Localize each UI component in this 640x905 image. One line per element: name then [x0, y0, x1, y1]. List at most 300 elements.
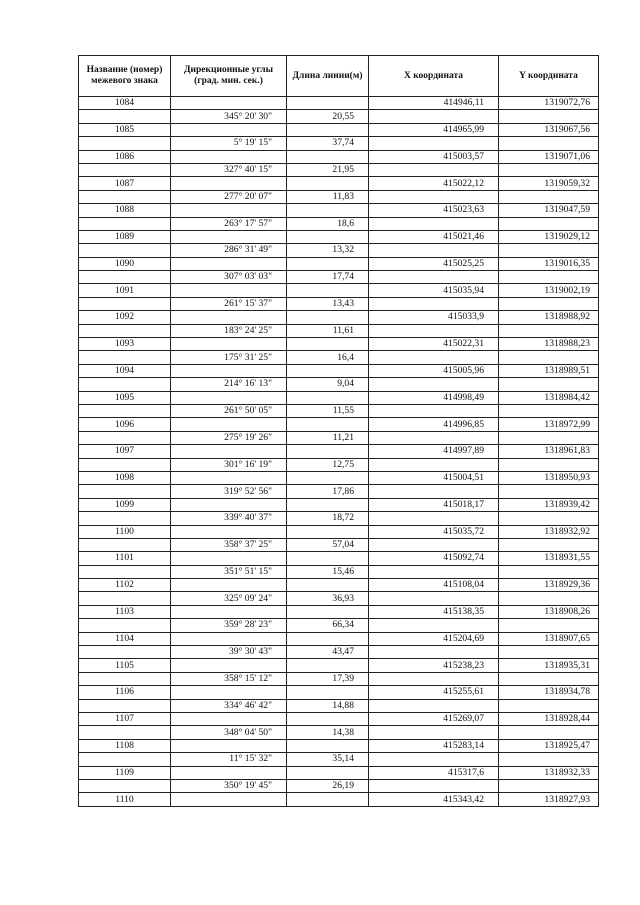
- line-length-cell: 13,43: [287, 297, 369, 310]
- line-length-cell: 14,88: [287, 699, 369, 712]
- y-coordinate-cell: 1319002,19: [499, 284, 599, 297]
- x-coordinate-cell: 415255,61: [369, 686, 499, 699]
- empty-name-cell: [79, 619, 171, 632]
- y-coordinate-cell: 1318928,44: [499, 712, 599, 725]
- empty-x-cell: [369, 324, 499, 337]
- empty-x-cell: [369, 779, 499, 792]
- x-coordinate-cell: 415018,17: [369, 498, 499, 511]
- line-length-cell: 36,93: [287, 592, 369, 605]
- empty-name-cell: [79, 753, 171, 766]
- y-coordinate-cell: 1318984,42: [499, 391, 599, 404]
- point-name-cell: 1109: [79, 766, 171, 779]
- direction-angle-cell: 263° 17' 57": [171, 217, 287, 230]
- line-length-cell: 13,32: [287, 244, 369, 257]
- empty-y-cell: [499, 378, 599, 391]
- empty-name-cell: [79, 163, 171, 176]
- y-coordinate-cell: 1318908,26: [499, 605, 599, 618]
- empty-name-cell: [79, 672, 171, 685]
- empty-x-cell: [369, 699, 499, 712]
- x-coordinate-cell: 415269,07: [369, 712, 499, 725]
- empty-length-cell: [287, 230, 369, 243]
- empty-angle-cell: [171, 123, 287, 136]
- point-name-cell: 1100: [79, 525, 171, 538]
- x-coordinate-cell: 415023,63: [369, 204, 499, 217]
- empty-angle-cell: [171, 311, 287, 324]
- segment-row: [79, 485, 599, 498]
- empty-y-cell: [499, 351, 599, 364]
- empty-y-cell: [499, 458, 599, 471]
- point-row: [79, 605, 599, 618]
- empty-length-cell: [287, 471, 369, 484]
- line-length-cell: 14,38: [287, 726, 369, 739]
- empty-x-cell: [369, 163, 499, 176]
- x-coordinate-cell: 415092,74: [369, 552, 499, 565]
- empty-name-cell: [79, 592, 171, 605]
- empty-angle-cell: [171, 739, 287, 752]
- empty-y-cell: [499, 431, 599, 444]
- y-coordinate-cell: 1318989,51: [499, 364, 599, 377]
- empty-length-cell: [287, 659, 369, 672]
- empty-x-cell: [369, 190, 499, 203]
- direction-angle-cell: 351° 51' 15": [171, 565, 287, 578]
- segment-row: [79, 672, 599, 685]
- x-coordinate-cell: 414965,99: [369, 123, 499, 136]
- empty-x-cell: [369, 592, 499, 605]
- empty-y-cell: [499, 485, 599, 498]
- direction-angle-cell: 183° 24' 25": [171, 324, 287, 337]
- point-name-cell: 1085: [79, 123, 171, 136]
- point-name-cell: 1098: [79, 471, 171, 484]
- empty-y-cell: [499, 779, 599, 792]
- empty-y-cell: [499, 271, 599, 284]
- empty-x-cell: [369, 646, 499, 659]
- x-coordinate-cell: 415204,69: [369, 632, 499, 645]
- point-name-cell: 1084: [79, 97, 171, 110]
- segment-row: [79, 244, 599, 257]
- empty-x-cell: [369, 244, 499, 257]
- empty-name-cell: [79, 404, 171, 417]
- direction-angle-cell: 11° 15' 32": [171, 753, 287, 766]
- point-name-cell: 1101: [79, 552, 171, 565]
- point-name-cell: 1108: [79, 739, 171, 752]
- point-row: [79, 364, 599, 377]
- direction-angle-cell: 358° 37' 25": [171, 538, 287, 551]
- empty-length-cell: [287, 445, 369, 458]
- line-length-cell: 17,86: [287, 485, 369, 498]
- table-body: [79, 97, 599, 807]
- y-coordinate-cell: 1319029,12: [499, 230, 599, 243]
- empty-y-cell: [499, 699, 599, 712]
- empty-angle-cell: [171, 177, 287, 190]
- point-name-cell: 1092: [79, 311, 171, 324]
- y-coordinate-cell: 1318972,99: [499, 418, 599, 431]
- y-coordinate-cell: 1318934,78: [499, 686, 599, 699]
- direction-angle-cell: 275° 19' 26": [171, 431, 287, 444]
- line-length-cell: 43,47: [287, 646, 369, 659]
- line-length-cell: 11,61: [287, 324, 369, 337]
- point-row: [79, 632, 599, 645]
- empty-angle-cell: [171, 579, 287, 592]
- empty-angle-cell: [171, 525, 287, 538]
- empty-y-cell: [499, 163, 599, 176]
- point-row: [79, 257, 599, 270]
- direction-angle-cell: 327° 40' 15": [171, 163, 287, 176]
- empty-length-cell: [287, 97, 369, 110]
- header-y-coordinate: Y координата: [499, 56, 599, 97]
- empty-name-cell: [79, 646, 171, 659]
- point-row: [79, 793, 599, 806]
- empty-length-cell: [287, 686, 369, 699]
- empty-length-cell: [287, 766, 369, 779]
- header-line-length: Длина линии(м): [287, 56, 369, 97]
- empty-name-cell: [79, 538, 171, 551]
- line-length-cell: 17,39: [287, 672, 369, 685]
- empty-x-cell: [369, 619, 499, 632]
- segment-row: [79, 351, 599, 364]
- empty-y-cell: [499, 592, 599, 605]
- empty-length-cell: [287, 311, 369, 324]
- line-length-cell: 66,34: [287, 619, 369, 632]
- y-coordinate-cell: 1318925,47: [499, 739, 599, 752]
- segment-row: [79, 297, 599, 310]
- empty-length-cell: [287, 123, 369, 136]
- point-name-cell: 1095: [79, 391, 171, 404]
- y-coordinate-cell: 1318961,83: [499, 445, 599, 458]
- direction-angle-cell: 39° 30' 43": [171, 646, 287, 659]
- y-coordinate-cell: 1318927,93: [499, 793, 599, 806]
- empty-y-cell: [499, 619, 599, 632]
- point-name-cell: 1087: [79, 177, 171, 190]
- empty-name-cell: [79, 726, 171, 739]
- y-coordinate-cell: 1318929,36: [499, 579, 599, 592]
- empty-x-cell: [369, 351, 499, 364]
- y-coordinate-cell: 1318932,33: [499, 766, 599, 779]
- empty-x-cell: [369, 512, 499, 525]
- empty-angle-cell: [171, 793, 287, 806]
- empty-y-cell: [499, 646, 599, 659]
- point-row: [79, 552, 599, 565]
- empty-name-cell: [79, 351, 171, 364]
- point-row: [79, 284, 599, 297]
- empty-angle-cell: [171, 97, 287, 110]
- header-x-coordinate: X координата: [369, 56, 499, 97]
- point-row: [79, 766, 599, 779]
- segment-row: [79, 378, 599, 391]
- segment-row: [79, 699, 599, 712]
- x-coordinate-cell: 415025,25: [369, 257, 499, 270]
- point-name-cell: 1110: [79, 793, 171, 806]
- empty-y-cell: [499, 753, 599, 766]
- point-row: [79, 445, 599, 458]
- empty-length-cell: [287, 204, 369, 217]
- empty-x-cell: [369, 217, 499, 230]
- direction-angle-cell: 334° 46' 42": [171, 699, 287, 712]
- segment-row: [79, 217, 599, 230]
- empty-name-cell: [79, 110, 171, 123]
- point-row: [79, 525, 599, 538]
- line-length-cell: 18,6: [287, 217, 369, 230]
- direction-angle-cell: 345° 20' 30": [171, 110, 287, 123]
- point-row: [79, 739, 599, 752]
- point-row: [79, 150, 599, 163]
- empty-x-cell: [369, 458, 499, 471]
- empty-length-cell: [287, 605, 369, 618]
- empty-angle-cell: [171, 338, 287, 351]
- segment-row: [79, 592, 599, 605]
- y-coordinate-cell: 1318988,23: [499, 338, 599, 351]
- empty-x-cell: [369, 485, 499, 498]
- direction-angle-cell: 319° 52' 56": [171, 485, 287, 498]
- empty-length-cell: [287, 712, 369, 725]
- x-coordinate-cell: 415021,46: [369, 230, 499, 243]
- empty-x-cell: [369, 672, 499, 685]
- point-row: [79, 230, 599, 243]
- segment-row: [79, 619, 599, 632]
- point-name-cell: 1094: [79, 364, 171, 377]
- point-name-cell: 1093: [79, 338, 171, 351]
- y-coordinate-cell: 1319016,35: [499, 257, 599, 270]
- empty-angle-cell: [171, 418, 287, 431]
- direction-angle-cell: 277° 20' 07": [171, 190, 287, 203]
- y-coordinate-cell: 1319072,76: [499, 97, 599, 110]
- line-length-cell: 57,04: [287, 538, 369, 551]
- direction-angle-cell: 175° 31' 25": [171, 351, 287, 364]
- empty-length-cell: [287, 418, 369, 431]
- segment-row: [79, 512, 599, 525]
- point-row: [79, 391, 599, 404]
- point-row: [79, 123, 599, 136]
- empty-length-cell: [287, 284, 369, 297]
- empty-angle-cell: [171, 552, 287, 565]
- line-length-cell: 12,75: [287, 458, 369, 471]
- x-coordinate-cell: 414996,85: [369, 418, 499, 431]
- segment-row: [79, 538, 599, 551]
- point-row: [79, 712, 599, 725]
- header-point-name: Название (номер) межевого знака: [79, 56, 171, 97]
- segment-row: [79, 324, 599, 337]
- segment-row: [79, 726, 599, 739]
- segment-row: [79, 190, 599, 203]
- x-coordinate-cell: 415033,9: [369, 311, 499, 324]
- empty-x-cell: [369, 565, 499, 578]
- segment-row: [79, 137, 599, 150]
- point-row: [79, 498, 599, 511]
- line-length-cell: 18,72: [287, 512, 369, 525]
- empty-length-cell: [287, 257, 369, 270]
- point-row: [79, 204, 599, 217]
- direction-angle-cell: 339° 40' 37": [171, 512, 287, 525]
- point-name-cell: 1096: [79, 418, 171, 431]
- empty-y-cell: [499, 324, 599, 337]
- point-row: [79, 418, 599, 431]
- empty-length-cell: [287, 150, 369, 163]
- x-coordinate-cell: 415108,04: [369, 579, 499, 592]
- x-coordinate-cell: 415317,6: [369, 766, 499, 779]
- empty-length-cell: [287, 632, 369, 645]
- empty-angle-cell: [171, 364, 287, 377]
- empty-name-cell: [79, 565, 171, 578]
- empty-x-cell: [369, 378, 499, 391]
- empty-x-cell: [369, 110, 499, 123]
- empty-name-cell: [79, 512, 171, 525]
- empty-length-cell: [287, 177, 369, 190]
- empty-y-cell: [499, 512, 599, 525]
- empty-name-cell: [79, 271, 171, 284]
- empty-angle-cell: [171, 632, 287, 645]
- empty-y-cell: [499, 244, 599, 257]
- empty-angle-cell: [171, 605, 287, 618]
- x-coordinate-cell: 415238,23: [369, 659, 499, 672]
- empty-length-cell: [287, 338, 369, 351]
- point-row: [79, 471, 599, 484]
- point-name-cell: 1104: [79, 632, 171, 645]
- y-coordinate-cell: 1318931,55: [499, 552, 599, 565]
- empty-y-cell: [499, 297, 599, 310]
- empty-angle-cell: [171, 150, 287, 163]
- empty-x-cell: [369, 271, 499, 284]
- empty-angle-cell: [171, 686, 287, 699]
- point-row: [79, 659, 599, 672]
- direction-angle-cell: 348° 04' 50": [171, 726, 287, 739]
- empty-y-cell: [499, 110, 599, 123]
- x-coordinate-cell: 415343,42: [369, 793, 499, 806]
- point-name-cell: 1103: [79, 605, 171, 618]
- empty-y-cell: [499, 538, 599, 551]
- empty-y-cell: [499, 190, 599, 203]
- table-header-row: [79, 56, 599, 97]
- empty-y-cell: [499, 672, 599, 685]
- empty-name-cell: [79, 431, 171, 444]
- point-row: [79, 338, 599, 351]
- direction-angle-cell: 359° 28' 23": [171, 619, 287, 632]
- point-name-cell: 1086: [79, 150, 171, 163]
- x-coordinate-cell: 415035,72: [369, 525, 499, 538]
- empty-x-cell: [369, 431, 499, 444]
- empty-length-cell: [287, 793, 369, 806]
- empty-x-cell: [369, 137, 499, 150]
- segment-row: [79, 271, 599, 284]
- y-coordinate-cell: 1319047,59: [499, 204, 599, 217]
- point-name-cell: 1099: [79, 498, 171, 511]
- direction-angle-cell: 261° 15' 37": [171, 297, 287, 310]
- line-length-cell: 37,74: [287, 137, 369, 150]
- point-name-cell: 1097: [79, 445, 171, 458]
- point-row: [79, 579, 599, 592]
- direction-angle-cell: 350° 19' 45": [171, 779, 287, 792]
- point-name-cell: 1106: [79, 686, 171, 699]
- y-coordinate-cell: 1318907,65: [499, 632, 599, 645]
- empty-name-cell: [79, 378, 171, 391]
- x-coordinate-cell: 415022,12: [369, 177, 499, 190]
- header-direction-angle: Дирекционные углы (град. мин. сек.): [171, 56, 287, 97]
- empty-name-cell: [79, 190, 171, 203]
- line-length-cell: 17,74: [287, 271, 369, 284]
- line-length-cell: 26,19: [287, 779, 369, 792]
- empty-x-cell: [369, 726, 499, 739]
- empty-length-cell: [287, 391, 369, 404]
- y-coordinate-cell: 1318950,93: [499, 471, 599, 484]
- empty-length-cell: [287, 739, 369, 752]
- empty-length-cell: [287, 552, 369, 565]
- direction-angle-cell: 307° 03' 03": [171, 271, 287, 284]
- empty-y-cell: [499, 565, 599, 578]
- y-coordinate-cell: 1319071,06: [499, 150, 599, 163]
- empty-name-cell: [79, 699, 171, 712]
- segment-row: [79, 458, 599, 471]
- empty-name-cell: [79, 324, 171, 337]
- empty-x-cell: [369, 538, 499, 551]
- line-length-cell: 11,83: [287, 190, 369, 203]
- empty-angle-cell: [171, 204, 287, 217]
- empty-angle-cell: [171, 257, 287, 270]
- empty-name-cell: [79, 485, 171, 498]
- point-row: [79, 177, 599, 190]
- line-length-cell: 21,95: [287, 163, 369, 176]
- empty-name-cell: [79, 244, 171, 257]
- empty-length-cell: [287, 364, 369, 377]
- point-row: [79, 311, 599, 324]
- segment-row: [79, 431, 599, 444]
- empty-angle-cell: [171, 284, 287, 297]
- y-coordinate-cell: 1318935,31: [499, 659, 599, 672]
- x-coordinate-cell: 415005,96: [369, 364, 499, 377]
- line-length-cell: 9,04: [287, 378, 369, 391]
- point-name-cell: 1090: [79, 257, 171, 270]
- empty-angle-cell: [171, 498, 287, 511]
- empty-angle-cell: [171, 471, 287, 484]
- direction-angle-cell: 286° 31' 49": [171, 244, 287, 257]
- empty-length-cell: [287, 579, 369, 592]
- boundary-coordinates-table: [78, 55, 599, 807]
- direction-angle-cell: 214° 16' 13": [171, 378, 287, 391]
- empty-angle-cell: [171, 391, 287, 404]
- empty-y-cell: [499, 217, 599, 230]
- y-coordinate-cell: 1318988,92: [499, 311, 599, 324]
- point-name-cell: 1091: [79, 284, 171, 297]
- empty-name-cell: [79, 217, 171, 230]
- segment-row: [79, 110, 599, 123]
- x-coordinate-cell: 414946,11: [369, 97, 499, 110]
- empty-y-cell: [499, 137, 599, 150]
- direction-angle-cell: 5° 19' 15": [171, 137, 287, 150]
- empty-name-cell: [79, 297, 171, 310]
- x-coordinate-cell: 415138,35: [369, 605, 499, 618]
- x-coordinate-cell: 415035,94: [369, 284, 499, 297]
- segment-row: [79, 753, 599, 766]
- empty-name-cell: [79, 458, 171, 471]
- empty-name-cell: [79, 779, 171, 792]
- empty-y-cell: [499, 726, 599, 739]
- empty-angle-cell: [171, 659, 287, 672]
- direction-angle-cell: 358° 15' 12": [171, 672, 287, 685]
- segment-row: [79, 163, 599, 176]
- line-length-cell: 20,55: [287, 110, 369, 123]
- point-name-cell: 1088: [79, 204, 171, 217]
- point-row: [79, 97, 599, 110]
- empty-y-cell: [499, 404, 599, 417]
- empty-angle-cell: [171, 766, 287, 779]
- empty-length-cell: [287, 498, 369, 511]
- y-coordinate-cell: 1318939,42: [499, 498, 599, 511]
- line-length-cell: 11,21: [287, 431, 369, 444]
- x-coordinate-cell: 415003,57: [369, 150, 499, 163]
- line-length-cell: 35,14: [287, 753, 369, 766]
- point-name-cell: 1105: [79, 659, 171, 672]
- direction-angle-cell: 325° 09' 24": [171, 592, 287, 605]
- y-coordinate-cell: 1318932,92: [499, 525, 599, 538]
- empty-angle-cell: [171, 445, 287, 458]
- empty-x-cell: [369, 404, 499, 417]
